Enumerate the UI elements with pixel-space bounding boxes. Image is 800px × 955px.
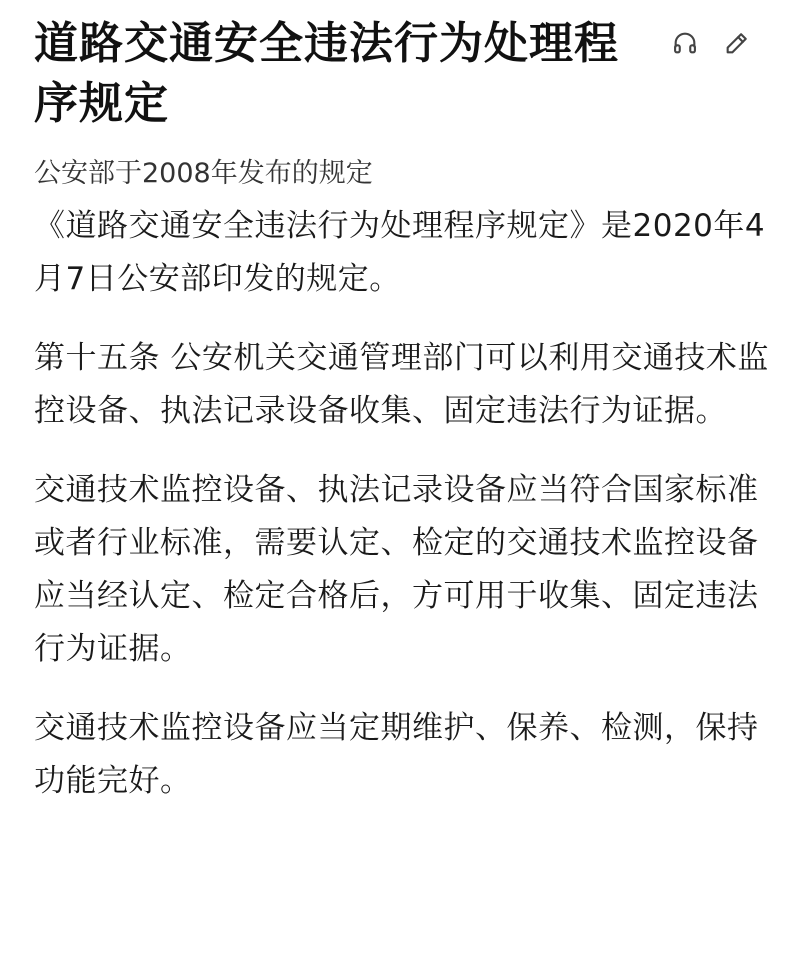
title-actions	[670, 28, 752, 58]
page-title: 道路交通安全违法行为处理程序规定	[34, 18, 619, 129]
pencil-icon	[723, 29, 751, 57]
listen-button[interactable]	[670, 28, 700, 58]
paragraph-maintenance: 交通技术监控设备应当定期维护、保养、检测，保持功能完好。	[34, 710, 759, 799]
paragraph-intro: 《道路交通安全违法行为处理程序规定》是2020年4月7日公安部印发的规定。	[34, 208, 766, 297]
page-subtitle: 公安部于2008年发布的规定	[34, 158, 373, 189]
edit-button[interactable]	[722, 28, 752, 58]
title-row	[34, 14, 772, 134]
paragraph-article-15: 第十五条 公安机关交通管理部门可以利用交通技术监控设备、执法记录设备收集、固定违法行为证据。	[34, 340, 769, 429]
paragraph-standards: 交通技术监控设备、执法记录设备应当符合国家标准或者行业标准，需要认定、检定的交通技术监控设备应当经认定、检定合格后，方可用于收集、固定违法行为证据。	[34, 472, 759, 667]
headphones-icon	[671, 29, 699, 57]
